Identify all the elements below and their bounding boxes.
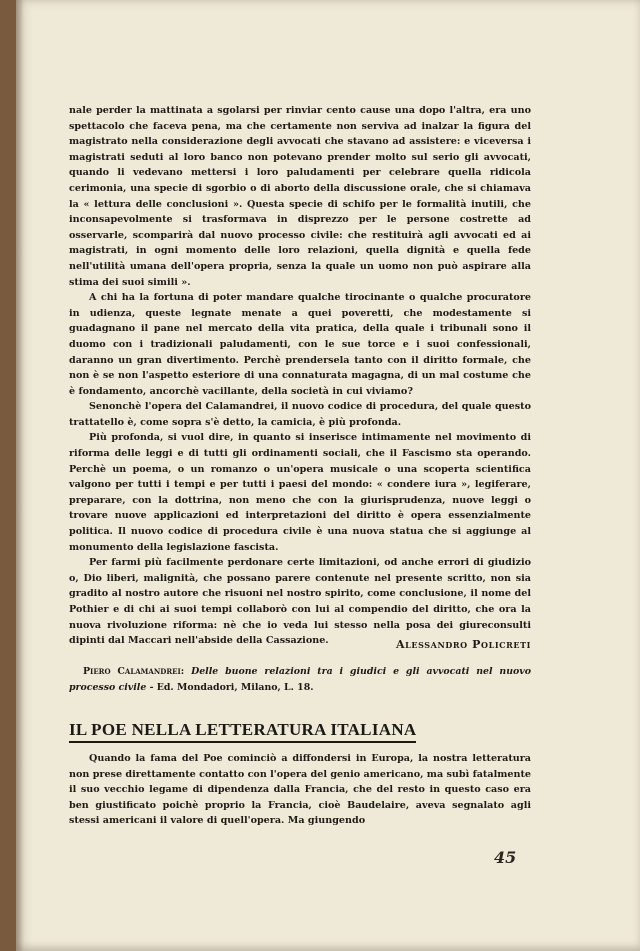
paragraph: nale perder la mattinata a sgolarsi per rinviar cento cause una dopo l'altra, era uno spettacolo che faceva pena, ma che certamente non serviva ad inalzar la figura del magistrato nella considerazione degli avvocati che stavano ad assistere: e viceversa i magistrati seduti al loro banco non potevano prender molto sul serio gli avvocati, quando li vedevano mettersi i loro paludamenti per celebrare quella ridicola cerimonia, una specie di sgorbio o di aborto della discussione orale, che si chiamava la « lettura delle conclusioni ». Questa specie di schifo per le formalità inutili, che inconsapevolmente si trasformava in disprezzo per le persone costrette ad osservarle, scomparirà dal nuovo processo civile: che restituirà agli avvocati ed ai magistrati, in ogni momento delle loro relazioni, quella dignità e quella fede nell'utilità umana dell'opera propria, senza la quale un uomo non può aspirare alla stima dei suoi simili ». [69, 105, 531, 288]
paragraph: Senonchè l'opera del Calamandrei, il nuovo codice di procedura, del quale questo trattatello è, come sopra s'è detto, la camicia, è più profonda. [69, 401, 531, 428]
page [16, 0, 640, 951]
reference-title: Delle buone relazioni tra i giudici e gli avvocati nel nuovo processo civile [69, 666, 531, 693]
paragraph: Più profonda, si vuol dire, in quanto si inserisce intimamente nel movimento di riforma delle leggi e di tutti gli ordinamenti sociali, che il Fascismo sta operando. Perchè un poema, o un romanzo o un'opera musicale o una scoperta scientifica valgono per tutti i tempi e per tutti i paesi del mondo: « condere iura », legiferare, preparare, con la dottrina, non meno che con la giurisprudenza, nuove leggi o trovare nuove applicazioni ed interpretazioni del diritto è opera essenzialmente politica. Il nuovo codice di procedura civile è una nuova statua che si aggiunge al monumento della legislazione fascista. [69, 432, 531, 553]
reference-publisher: - Ed. Mondadori, Milano, L. 18. [149, 681, 314, 693]
article-body [69, 103, 531, 649]
bibliographic-reference [69, 664, 531, 695]
reference-author: Piero Calamandrei: [83, 666, 185, 677]
paragraph: Per farmi più facilmente perdonare certe limitazioni, od anche errori di giudizio o, Dio liberi, malignità, che possano parere contenute nel presente scritto, non sia gradito al nostro autore che risuoni nel nostro spirito, come conclusione, il nome del Pothier e di chi ai suoi tempi collaborò con lui al compendio del diritto, che ora la nuova rivoluzione riforma: nè che io veda lui stesso nella posa dei giureconsulti dipinti dal Maccari nell'abside della Cassazione. [69, 557, 531, 647]
section-body [69, 751, 531, 829]
paragraph: A chi ha la fortuna di poter mandare qualche tirocinante o qualche procuratore in udienza, queste legnate menate a quei poveretti, che modestamente si guadagnano il pane nel mercato della vita pratica, della quale i tribunali sono il duomo con i tradizionali paludamenti, con le sue torce e i suoi confessionali, daranno un gran divertimento. Perchè prendersela tanto con il diritto formale, che non è se non l'aspetto esteriore di una connaturata magagna, di un mal costume che è fondamento, ancorchè vacillante, della società in cui viviamo? [69, 292, 531, 397]
page-number: 45 [494, 848, 517, 867]
section-heading: IL POE NELLA LETTERATURA ITALIANA [69, 720, 416, 743]
paragraph: Quando la fama del Poe cominciò a diffondersi in Europa, la nostra letteratura non prese direttamente contatto con l'opera del genio americano, ma subì fatalmente il suo vecchio legame di dipendenza dalla Francia, che del resto in questo caso era ben giustificato poichè proprio la Francia, cioè Baudelaire, aveva segnalato agli stessi americani il valore di quell'opera. Ma giungendo [69, 753, 531, 827]
author-signature: Alessandro Policreti [396, 638, 531, 651]
